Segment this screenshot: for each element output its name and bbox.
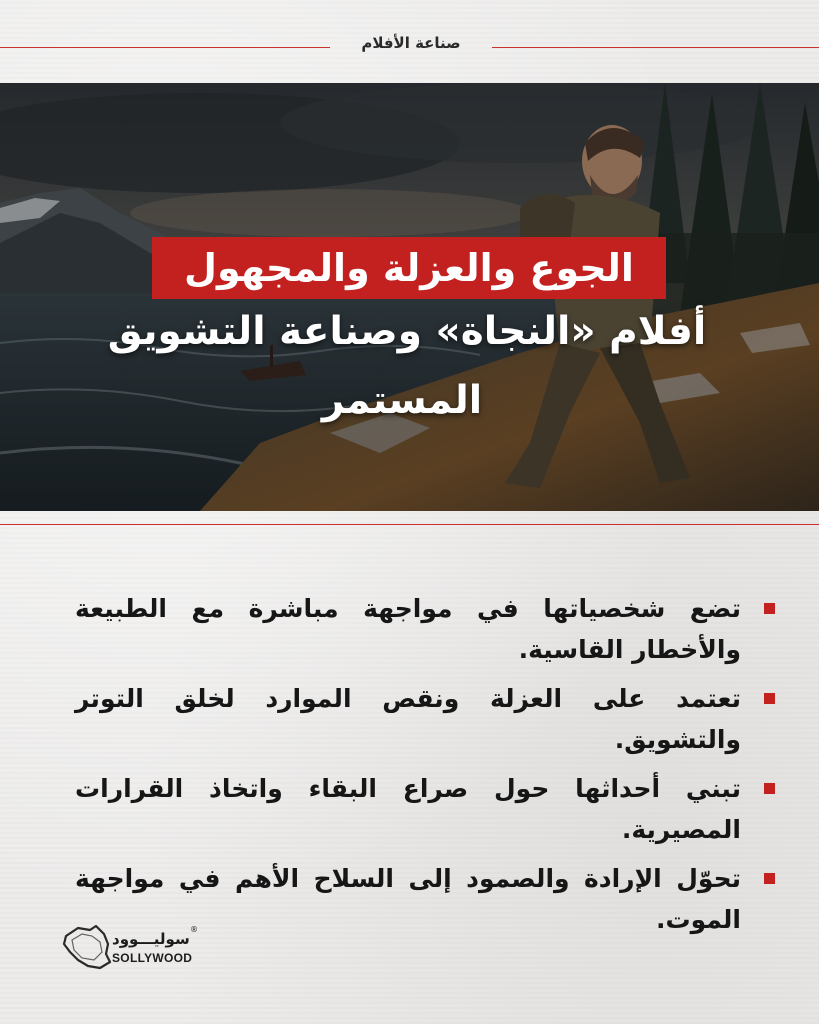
registered-mark: ® bbox=[190, 925, 198, 934]
bullet-text: تبني أحداثها حول صراع البقاء واتخاذ القرارات المصيرية. bbox=[75, 774, 741, 844]
bullet-list bbox=[75, 588, 775, 948]
headline-secondary-continued: المستمر bbox=[321, 378, 483, 423]
headline-secondary: أفلام «النجاة» وصناعة التشويق bbox=[107, 309, 707, 354]
bullet-square-icon bbox=[764, 873, 775, 884]
header-rule-left bbox=[0, 47, 330, 48]
bullet-square-icon bbox=[764, 603, 775, 614]
headline-primary: الجوع والعزلة والمجهول bbox=[184, 246, 634, 290]
bullet-text: تعتمد على العزلة ونقص الموارد لخلق التوتر والتشويق. bbox=[75, 684, 741, 754]
brand-name-english: SOLLYWOOD bbox=[112, 951, 193, 965]
bullet-text: تحوّل الإرادة والصمود إلى السلاح الأهم في مواجهة الموت. bbox=[75, 864, 741, 934]
list-item bbox=[75, 678, 775, 760]
bullet-text: تضع شخصياتها في مواجهة مباشرة مع الطبيعة والأخطار القاسية. bbox=[75, 594, 741, 664]
list-item bbox=[75, 768, 775, 850]
header-rule-right bbox=[492, 47, 819, 48]
brand-name-arabic: سوليـــوود bbox=[112, 930, 190, 948]
bullet-square-icon bbox=[764, 693, 775, 704]
section-label: صناعة الأفلام bbox=[361, 34, 461, 52]
list-item bbox=[75, 588, 775, 670]
section-divider bbox=[0, 524, 819, 525]
bullet-square-icon bbox=[764, 783, 775, 794]
